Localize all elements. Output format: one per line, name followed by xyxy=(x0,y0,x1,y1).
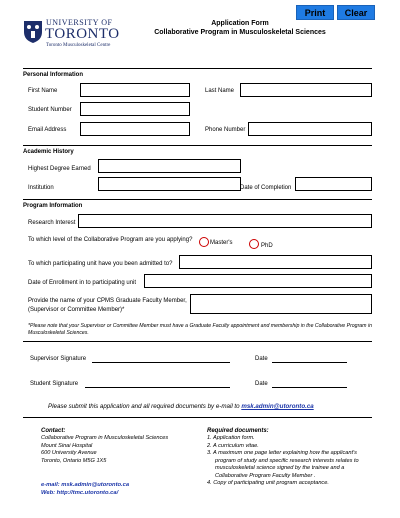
completion-label: Date of Completion xyxy=(240,185,292,191)
section-program-heading: Program Information xyxy=(23,199,372,209)
degree-label: Highest Degree Earned xyxy=(28,166,91,172)
list-item: 2. A curriculum vitae. xyxy=(207,442,259,449)
required-heading: Required documents: xyxy=(207,428,269,434)
unit-question: To which participating unit have you been admitted to? xyxy=(28,261,173,267)
faculty-question-line1: Provide the name of your CPMS Graduate Faculty Member, xyxy=(28,298,187,304)
submit-instructions xyxy=(48,403,314,410)
student-signature-label: Student Signature xyxy=(30,381,79,387)
enrollment-question: Date of Enrollment in to participating unit xyxy=(28,280,137,286)
faculty-member-field[interactable] xyxy=(190,294,372,314)
email-label: Email Address xyxy=(28,127,67,133)
last-name-label: Last Name xyxy=(205,88,235,94)
section-academic-heading: Academic History xyxy=(23,145,372,155)
contact-heading: Contact: xyxy=(41,428,66,434)
contact-line: Toronto, Ontario M5G 1X5 xyxy=(41,457,107,464)
page-title: Application Form xyxy=(211,20,269,27)
phd-radio[interactable] xyxy=(249,239,259,249)
phone-label: Phone Number xyxy=(205,127,246,133)
contact-web-link[interactable]: Web: http://tmc.utoronto.ca/ xyxy=(41,490,119,496)
list-item: 3. A maximum one page letter explaining how the applicant's program of study and specific research interests relates to musculoskeletal science signed by the trainee and a Collaborative Program Faculty Member . xyxy=(207,450,359,479)
logo-toronto: TORONTO xyxy=(45,26,120,42)
unit-field[interactable] xyxy=(179,255,372,269)
level-question: To which level of the Collaborative Program are you applying? xyxy=(28,237,193,243)
degree-field[interactable] xyxy=(98,159,241,173)
contact-line: Mount Sinai Hospital xyxy=(41,442,93,449)
footer-divider xyxy=(23,417,372,418)
first-name-field[interactable] xyxy=(80,83,190,97)
clear-button[interactable]: Clear xyxy=(337,5,375,20)
research-field[interactable] xyxy=(78,214,372,228)
enrollment-field[interactable] xyxy=(144,274,372,288)
supervisor-date-label: Date xyxy=(255,356,268,362)
logo-subtitle: Toronto Musculoskeletal Centre xyxy=(46,43,111,48)
masters-radio[interactable] xyxy=(199,237,209,247)
faculty-note: *Please note that your Supervisor or Committee Member must have a Graduate Faculty appointment and membership in the Collaborative Program in Musculoskeletal Sciences. xyxy=(28,323,372,336)
masters-label: Master's xyxy=(210,240,233,246)
divider xyxy=(23,341,372,342)
supervisor-signature-line[interactable] xyxy=(92,362,230,363)
first-name-label: First Name xyxy=(28,88,58,94)
student-date-line[interactable] xyxy=(272,387,347,388)
student-date-label: Date xyxy=(255,381,268,387)
page-subtitle: Collaborative Program in Musculoskeletal Sciences xyxy=(154,29,326,36)
faculty-question-line2: (Supervisor or Committee Member)* xyxy=(28,307,125,313)
institution-field[interactable] xyxy=(98,177,241,191)
section-personal-heading: Personal Information xyxy=(23,68,372,78)
required-list xyxy=(207,435,375,488)
contact-email-link[interactable]: e-mail: msk.admin@utoronto.ca xyxy=(41,482,130,488)
institution-label: Institution xyxy=(28,185,54,191)
completion-field[interactable] xyxy=(295,177,372,191)
crest-logo xyxy=(23,20,43,44)
student-number-label: Student Number xyxy=(28,107,72,113)
email-field[interactable] xyxy=(80,122,190,136)
submit-email-link[interactable]: msk.admin@utoronto.ca xyxy=(241,403,314,410)
supervisor-date-line[interactable] xyxy=(272,362,347,363)
submit-text: Please submit this application and all required documents by e-mail to xyxy=(48,403,240,410)
last-name-field[interactable] xyxy=(240,83,372,97)
phone-field[interactable] xyxy=(248,122,372,136)
contact-line: 600 University Avenue xyxy=(41,450,97,457)
logo-university-of: UNIVERSITY OF xyxy=(46,18,113,27)
student-signature-line[interactable] xyxy=(85,387,230,388)
print-button[interactable]: Print xyxy=(296,5,334,20)
supervisor-signature-label: Supervisor Signature xyxy=(30,356,87,362)
research-label: Research Interest xyxy=(28,220,76,226)
list-item: 4. Copy of participating unit program acceptance. xyxy=(207,480,329,487)
student-number-field[interactable] xyxy=(80,102,190,116)
contact-address xyxy=(41,435,168,465)
list-item: 1. Application form. xyxy=(207,435,255,441)
contact-line: Collaborative Program in Musculoskeletal Sciences xyxy=(41,435,169,441)
phd-label: PhD xyxy=(261,243,273,249)
